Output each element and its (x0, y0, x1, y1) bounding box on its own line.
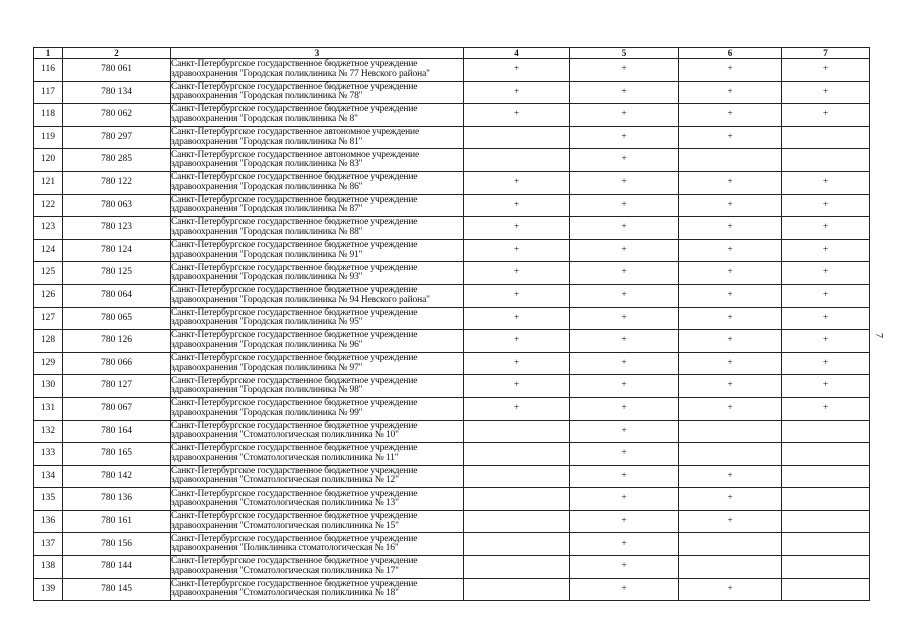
org-name-line2: здравоохранения "Стоматологическая поликлиника № 13" (171, 498, 399, 509)
mark-cell-c5: + (570, 104, 679, 127)
org-name-line2: здравоохранения "Городская поликлиника № 99" (171, 407, 363, 418)
org-name (171, 375, 464, 398)
org-name-line1: Санкт-Петербургское государственное бюджетное учреждение (171, 59, 418, 70)
org-name (171, 510, 464, 533)
mark-cell-c4: + (464, 262, 570, 285)
mark-cell-c6 (679, 556, 782, 579)
mark-cell-c5: + (570, 149, 679, 172)
org-name-line1: Санкт-Петербургское государственное бюджетное учреждение (171, 443, 418, 454)
mark-cell-c4: + (464, 239, 570, 262)
mark-cell-c5: + (570, 171, 679, 194)
org-name (171, 533, 464, 556)
org-name (171, 171, 464, 194)
row-number: 118 (34, 104, 63, 127)
mark-cell-c4 (464, 126, 570, 149)
org-code: 780 165 (63, 443, 171, 466)
org-code: 780 142 (63, 465, 171, 488)
org-name-line1: Санкт-Петербургское государственное бюджетное учреждение (171, 556, 418, 567)
org-code: 780 066 (63, 352, 171, 375)
mark-cell-c7 (782, 556, 870, 579)
row-number: 120 (34, 149, 63, 172)
column-header-4: 4 (464, 48, 570, 59)
org-name-line2: здравоохранения "Стоматологическая поликлиника № 18" (171, 588, 399, 599)
row-number: 136 (34, 510, 63, 533)
mark-cell-c5: + (570, 59, 679, 82)
org-name-line1: Санкт-Петербургское государственное бюджетное учреждение (171, 307, 418, 318)
org-name (171, 284, 464, 307)
mark-cell-c7 (782, 488, 870, 511)
table-row (34, 510, 870, 533)
org-name-line2: здравоохранения "Городская поликлиника № 8" (171, 113, 358, 124)
mark-cell-c4: + (464, 307, 570, 330)
org-name (171, 307, 464, 330)
table-row (34, 533, 870, 556)
mark-cell-c4 (464, 533, 570, 556)
mark-cell-c5: + (570, 352, 679, 375)
org-name-line1: Санкт-Петербургское государственное бюджетное учреждение (171, 353, 418, 364)
org-name-line1: Санкт-Петербургское государственное бюджетное учреждение (171, 330, 418, 341)
mark-cell-c4: + (464, 194, 570, 217)
column-header-3: 3 (171, 48, 464, 59)
mark-cell-c7: + (782, 104, 870, 127)
org-name (171, 239, 464, 262)
row-number: 130 (34, 375, 63, 398)
table-row (34, 171, 870, 194)
mark-cell-c5: + (570, 533, 679, 556)
row-number: 131 (34, 397, 63, 420)
mark-cell-c4: + (464, 59, 570, 82)
org-name-line1: Санкт-Петербургское государственное бюджетное учреждение (171, 217, 418, 228)
row-number: 127 (34, 307, 63, 330)
org-name (171, 420, 464, 443)
row-number: 117 (34, 81, 63, 104)
org-name-line2: здравоохранения "Городская поликлиника № 98" (171, 385, 363, 396)
org-name-line1: Санкт-Петербургское государственное бюджетное учреждение (171, 172, 418, 183)
mark-cell-c7: + (782, 262, 870, 285)
mark-cell-c7: + (782, 217, 870, 240)
org-name-line2: здравоохранения "Городская поликлиника № 88" (171, 226, 363, 237)
mark-cell-c7: + (782, 307, 870, 330)
org-name-line2: здравоохранения "Городская поликлиника № 96" (171, 339, 363, 350)
mark-cell-c6: + (679, 284, 782, 307)
org-name-line2: здравоохранения "Стоматологическая поликлиника № 17" (171, 565, 399, 576)
mark-cell-c6 (679, 149, 782, 172)
table-row (34, 284, 870, 307)
mark-cell-c7 (782, 578, 870, 601)
org-code: 780 063 (63, 194, 171, 217)
org-name-line2: здравоохранения "Городская поликлиника № 77 Невского района" (171, 68, 430, 79)
mark-cell-c7: + (782, 81, 870, 104)
org-name-line2: здравоохранения "Городская поликлиника № 97" (171, 362, 363, 373)
table-row (34, 556, 870, 579)
table-row (34, 397, 870, 420)
mark-cell-c7: + (782, 59, 870, 82)
table-row (34, 126, 870, 149)
table-row (34, 420, 870, 443)
table-row (34, 194, 870, 217)
org-name (171, 217, 464, 240)
header-row (34, 48, 870, 59)
org-name (171, 330, 464, 353)
mark-cell-c7 (782, 126, 870, 149)
mark-cell-c5: + (570, 262, 679, 285)
mark-cell-c4 (464, 149, 570, 172)
row-number: 132 (34, 420, 63, 443)
mark-cell-c4 (464, 510, 570, 533)
org-name (171, 149, 464, 172)
mark-cell-c4: + (464, 81, 570, 104)
mark-cell-c6: + (679, 217, 782, 240)
table-row (34, 104, 870, 127)
row-number: 133 (34, 443, 63, 466)
mark-cell-c4: + (464, 217, 570, 240)
mark-cell-c4: + (464, 397, 570, 420)
org-code: 780 145 (63, 578, 171, 601)
org-name-line1: Санкт-Петербургское государственное бюджетное учреждение (171, 578, 418, 589)
mark-cell-c6: + (679, 59, 782, 82)
mark-cell-c7: + (782, 194, 870, 217)
row-number: 138 (34, 556, 63, 579)
organizations-table (33, 47, 870, 601)
mark-cell-c7: + (782, 330, 870, 353)
row-number: 124 (34, 239, 63, 262)
mark-cell-c5: + (570, 330, 679, 353)
org-name-line1: Санкт-Петербургское государственное бюджетное учреждение (171, 398, 418, 409)
mark-cell-c4 (464, 488, 570, 511)
mark-cell-c5: + (570, 194, 679, 217)
table-row (34, 443, 870, 466)
mark-cell-c5: + (570, 217, 679, 240)
org-code: 780 161 (63, 510, 171, 533)
mark-cell-c6: + (679, 352, 782, 375)
table-row (34, 465, 870, 488)
mark-cell-c4 (464, 443, 570, 466)
mark-cell-c7: + (782, 171, 870, 194)
table-row (34, 59, 870, 82)
table-row (34, 578, 870, 601)
org-name (171, 556, 464, 579)
mark-cell-c6: + (679, 397, 782, 420)
row-number: 121 (34, 171, 63, 194)
org-name-line1: Санкт-Петербургское государственное бюджетное учреждение (171, 488, 418, 499)
mark-cell-c5: + (570, 239, 679, 262)
org-name-line2: здравоохранения "Поликлиника стоматологическая № 16" (171, 543, 399, 554)
org-name-line1: Санкт-Петербургское государственное бюджетное учреждение (171, 262, 418, 273)
org-code: 780 062 (63, 104, 171, 127)
mark-cell-c7: + (782, 239, 870, 262)
org-name-line2: здравоохранения "Стоматологическая поликлиника № 15" (171, 520, 399, 531)
row-number: 128 (34, 330, 63, 353)
org-name-line1: Санкт-Петербургское государственное бюджетное учреждение (171, 420, 418, 431)
mark-cell-c6: + (679, 239, 782, 262)
org-name (171, 104, 464, 127)
org-code: 780 136 (63, 488, 171, 511)
org-name (171, 81, 464, 104)
org-code: 780 061 (63, 59, 171, 82)
org-code: 780 123 (63, 217, 171, 240)
org-name-line1: Санкт-Петербургское государственное бюджетное учреждение (171, 240, 418, 251)
org-code: 780 127 (63, 375, 171, 398)
org-name (171, 59, 464, 82)
mark-cell-c6: + (679, 465, 782, 488)
mark-cell-c7 (782, 149, 870, 172)
org-code: 780 065 (63, 307, 171, 330)
row-number: 129 (34, 352, 63, 375)
org-name-line1: Санкт-Петербургское государственное бюджетное учреждение (171, 375, 418, 386)
column-header-2: 2 (63, 48, 171, 59)
org-code: 780 126 (63, 330, 171, 353)
mark-cell-c7: + (782, 375, 870, 398)
row-number: 137 (34, 533, 63, 556)
org-name-line2: здравоохранения "Стоматологическая поликлиника № 12" (171, 475, 399, 486)
table-row (34, 81, 870, 104)
org-code: 780 297 (63, 126, 171, 149)
org-code: 780 125 (63, 262, 171, 285)
mark-cell-c5: + (570, 307, 679, 330)
column-header-6: 6 (679, 48, 782, 59)
table-row (34, 375, 870, 398)
mark-cell-c6: + (679, 126, 782, 149)
org-name-line1: Санкт-Петербургское государственное бюджетное учреждение (171, 104, 418, 115)
mark-cell-c7 (782, 510, 870, 533)
mark-cell-c6: + (679, 171, 782, 194)
org-name-line2: здравоохранения "Городская поликлиника № 94 Невского района" (171, 294, 430, 305)
mark-cell-c6: + (679, 262, 782, 285)
column-header-7: 7 (782, 48, 870, 59)
mark-cell-c6: + (679, 307, 782, 330)
org-code: 780 124 (63, 239, 171, 262)
mark-cell-c6: + (679, 578, 782, 601)
table-row (34, 262, 870, 285)
org-name-line2: здравоохранения "Городская поликлиника № 78" (171, 91, 363, 102)
row-number: 125 (34, 262, 63, 285)
mark-cell-c4 (464, 420, 570, 443)
org-name-line2: здравоохранения "Городская поликлиника № 95" (171, 317, 363, 328)
mark-cell-c5: + (570, 81, 679, 104)
page-number: 7 (873, 333, 884, 338)
mark-cell-c5: + (570, 465, 679, 488)
org-code: 780 122 (63, 171, 171, 194)
org-name-line1: Санкт-Петербургское государственное бюджетное учреждение (171, 81, 418, 92)
mark-cell-c5: + (570, 420, 679, 443)
mark-cell-c4: + (464, 330, 570, 353)
org-code: 780 064 (63, 284, 171, 307)
org-name-line2: здравоохранения "Городская поликлиника № 91" (171, 249, 363, 260)
org-name-line2: здравоохранения "Стоматологическая поликлиника № 11" (171, 452, 399, 463)
table-row (34, 307, 870, 330)
org-name (171, 352, 464, 375)
org-code: 780 156 (63, 533, 171, 556)
mark-cell-c5: + (570, 556, 679, 579)
column-header-5: 5 (570, 48, 679, 59)
org-name (171, 488, 464, 511)
mark-cell-c7: + (782, 284, 870, 307)
mark-cell-c5: + (570, 284, 679, 307)
table-row (34, 149, 870, 172)
org-name-line2: здравоохранения "Городская поликлиника № 83" (171, 159, 363, 170)
org-name (171, 578, 464, 601)
mark-cell-c6: + (679, 488, 782, 511)
mark-cell-c5: + (570, 443, 679, 466)
mark-cell-c7 (782, 443, 870, 466)
mark-cell-c5: + (570, 375, 679, 398)
mark-cell-c6 (679, 443, 782, 466)
row-number: 122 (34, 194, 63, 217)
mark-cell-c5: + (570, 578, 679, 601)
mark-cell-c4 (464, 578, 570, 601)
table-row (34, 217, 870, 240)
table-row (34, 330, 870, 353)
mark-cell-c7 (782, 465, 870, 488)
mark-cell-c7 (782, 533, 870, 556)
mark-cell-c5: + (570, 510, 679, 533)
mark-cell-c6 (679, 533, 782, 556)
org-name-line1: Санкт-Петербургское государственное бюджетное учреждение (171, 511, 418, 522)
mark-cell-c6 (679, 420, 782, 443)
row-number: 123 (34, 217, 63, 240)
org-name (171, 465, 464, 488)
row-number: 119 (34, 126, 63, 149)
mark-cell-c5: + (570, 397, 679, 420)
mark-cell-c6: + (679, 375, 782, 398)
org-name-line2: здравоохранения "Стоматологическая поликлиника № 10" (171, 430, 399, 441)
mark-cell-c4: + (464, 284, 570, 307)
org-code: 780 164 (63, 420, 171, 443)
org-name-line1: Санкт-Петербургское государственное бюджетное учреждение (171, 465, 418, 476)
org-name-line1: Санкт-Петербургское государственное бюджетное учреждение (171, 194, 418, 205)
mark-cell-c4 (464, 556, 570, 579)
mark-cell-c4: + (464, 104, 570, 127)
mark-cell-c7 (782, 420, 870, 443)
org-name-line1: Санкт-Петербургское государственное автономное учреждение (171, 127, 420, 138)
table-row (34, 239, 870, 262)
mark-cell-c5: + (570, 488, 679, 511)
org-code: 780 285 (63, 149, 171, 172)
mark-cell-c4: + (464, 375, 570, 398)
row-number: 116 (34, 59, 63, 82)
column-header-1: 1 (34, 48, 63, 59)
mark-cell-c6: + (679, 194, 782, 217)
mark-cell-c6: + (679, 104, 782, 127)
mark-cell-c4: + (464, 171, 570, 194)
org-name (171, 443, 464, 466)
org-name (171, 194, 464, 217)
mark-cell-c4 (464, 465, 570, 488)
org-code: 780 067 (63, 397, 171, 420)
org-name (171, 262, 464, 285)
org-code: 780 134 (63, 81, 171, 104)
org-name-line2: здравоохранения "Городская поликлиника № 81" (171, 136, 363, 147)
mark-cell-c5: + (570, 126, 679, 149)
mark-cell-c7: + (782, 352, 870, 375)
org-code: 780 144 (63, 556, 171, 579)
mark-cell-c7: + (782, 397, 870, 420)
org-name (171, 126, 464, 149)
org-name-line2: здравоохранения "Городская поликлиника № 93" (171, 272, 363, 283)
table-row (34, 352, 870, 375)
org-name-line1: Санкт-Петербургское государственное бюджетное учреждение (171, 533, 418, 544)
org-name-line1: Санкт-Петербургское государственное автономное учреждение (171, 149, 420, 160)
row-number: 139 (34, 578, 63, 601)
mark-cell-c4: + (464, 352, 570, 375)
mark-cell-c6: + (679, 330, 782, 353)
org-name-line1: Санкт-Петербургское государственное бюджетное учреждение (171, 285, 418, 296)
mark-cell-c6: + (679, 81, 782, 104)
org-name-line2: здравоохранения "Городская поликлиника № 86" (171, 181, 363, 192)
table-row (34, 488, 870, 511)
row-number: 134 (34, 465, 63, 488)
mark-cell-c6: + (679, 510, 782, 533)
org-name (171, 397, 464, 420)
org-name-line2: здравоохранения "Городская поликлиника № 87" (171, 204, 363, 215)
row-number: 126 (34, 284, 63, 307)
row-number: 135 (34, 488, 63, 511)
